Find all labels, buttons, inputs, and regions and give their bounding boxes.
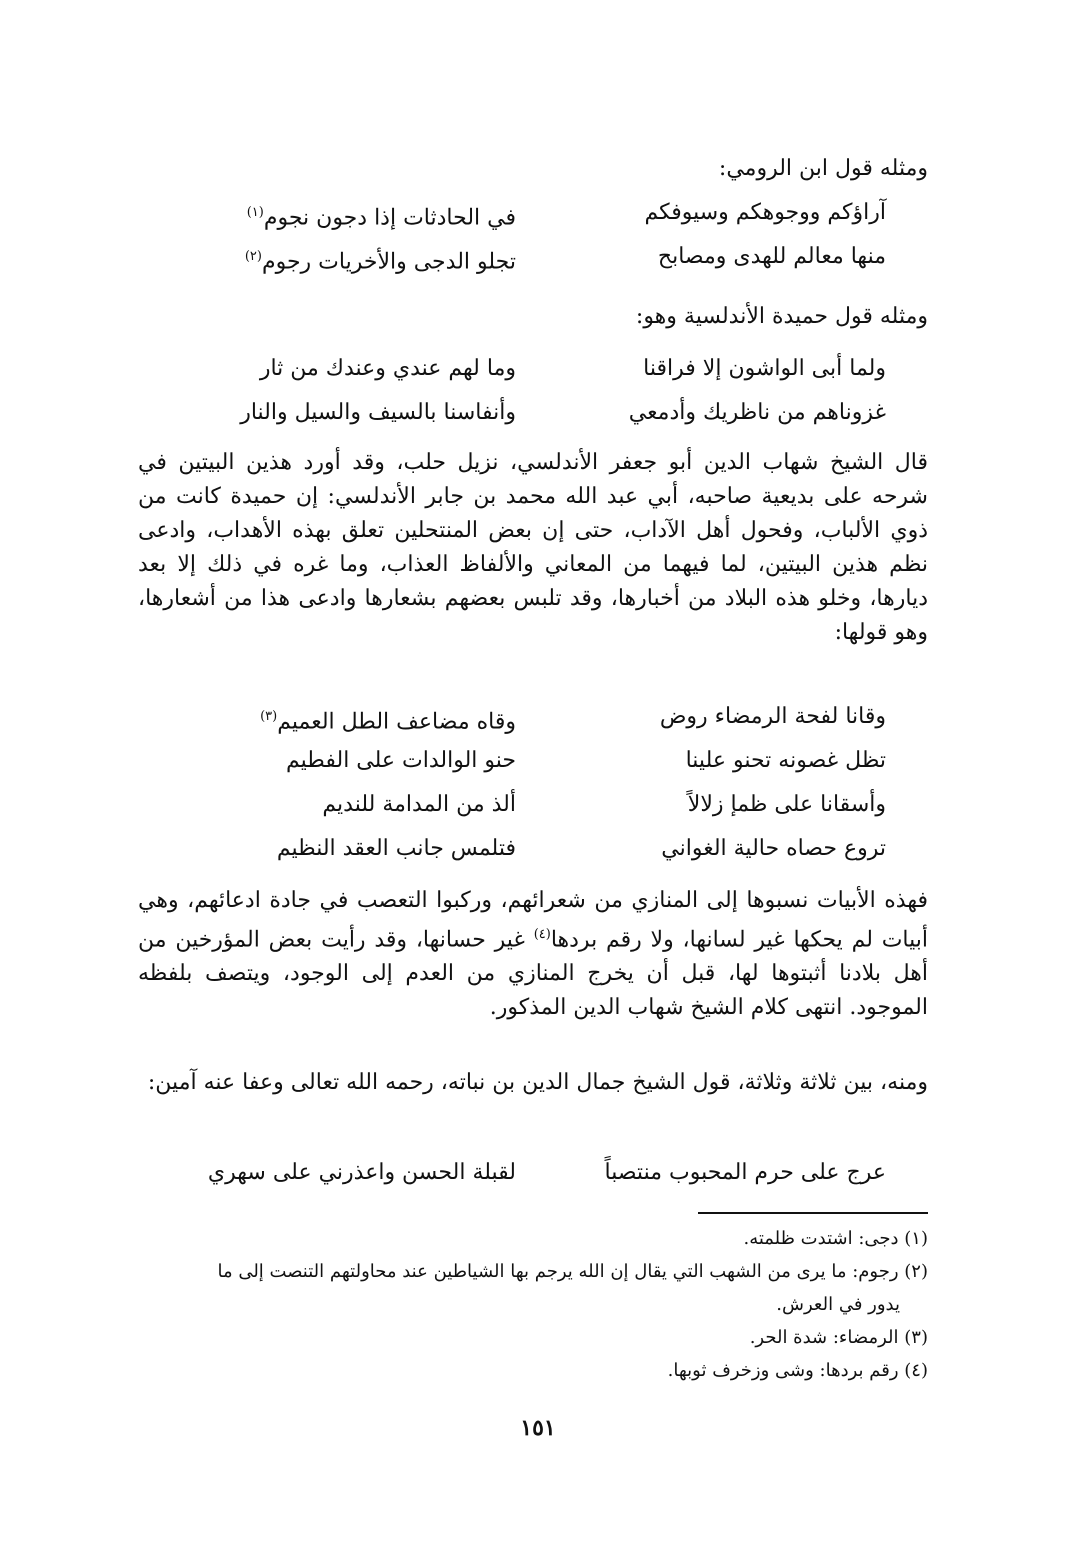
verses-ibn-nubata bbox=[186, 1156, 886, 1200]
footnote-2: (٢) رجوم: ما يرى من الشهب التي يقال إن الله يرجم بها الشياطين عند محاولتهم التنصت إلى ما bbox=[217, 1261, 928, 1282]
verse-first-hemistich: عرج على حرم المحبوب منتصباً bbox=[604, 1160, 886, 1185]
verse-second-hemistich: وأنفاسنا بالسيف والسيل والنار bbox=[240, 400, 516, 425]
footnote-divider bbox=[698, 1212, 928, 1214]
verse-line bbox=[186, 396, 886, 440]
verse-line bbox=[186, 744, 886, 788]
verse-first-hemistich: آراؤكم ووجوهكم وسيوفكم bbox=[644, 200, 886, 225]
verse-first-hemistich: تظل غصونه تحنو علينا bbox=[685, 748, 886, 773]
verses-rawd bbox=[186, 700, 886, 876]
paragraph-shihab-aldin: قال الشيخ شهاب الدين أبو جعفر الأندلسي، نزيل حلب، وقد أورد هذين البيتين في شرحه على بديعية صاحبه، أبي عبد الله محمد بن جابر الأندلسي: إن حميدة كانت من ذوي الألباب، وفحول أهل الآداب، حتى إن بعض المنتحلين تعلق بهذه الأهداب، وادعى نظم هذين البيتين، لما فيهما من المعاني والألفاظ العذاب، وما غره في ذلك إلا بعد ديارها، وخلو هذه البلاد من أخبارها، وقد تلبس بعضهم بشعارها وادعى هذا من أشعارها، وهو قولها: bbox=[138, 450, 928, 645]
footnote-ref: (١) bbox=[246, 205, 264, 220]
verses-hamida bbox=[186, 352, 886, 440]
verse-second-hemistich: لقبلة الحسن واعذرني على سهري bbox=[207, 1160, 516, 1185]
verses-ibn-alrumi bbox=[186, 196, 886, 284]
page-number: ١٥١ bbox=[520, 1415, 556, 1441]
paragraph-ibn-nubata: ومنه، بين ثلاثة وثلاثة، قول الشيخ جمال الدين بن نباته، رحمه الله تعالى وعفا عنه آمين: bbox=[147, 1070, 928, 1095]
footnote-ref: (٤) bbox=[533, 927, 551, 942]
verse-line bbox=[186, 352, 886, 396]
verse-line bbox=[186, 240, 886, 284]
footnote-3: (٣) الرمضاء: شدة الحر. bbox=[749, 1327, 928, 1348]
verse-first-hemistich: ولما أبى الواشون إلا فراقنا bbox=[643, 356, 886, 381]
intro-ibn-alrumi: ومثله قول ابن الرومي: bbox=[718, 156, 928, 181]
footnote-4: (٤) رقم بردها: وشى وزخرف ثوبها. bbox=[667, 1360, 928, 1381]
verse-line bbox=[186, 196, 886, 240]
intro-hamida: ومثله قول حميدة الأندلسية وهو: bbox=[635, 304, 928, 329]
verse-second-hemistich: تجلو الدجى والأخريات رجوم$^{(٢)}$ bbox=[244, 249, 516, 275]
verse-line bbox=[186, 788, 886, 832]
verse-first-hemistich: غزوناهم من ناظريك وأدمعي bbox=[628, 400, 886, 425]
verse-second-hemistich: وقاه مضاعف الطل العميم$^{(٣)}$ bbox=[260, 709, 516, 735]
paragraph-manazi: فهذه الأبيات نسبوها إلى المنازي من شعرائهم، وركبوا التعصب في جادة ادعائهم، وهي أبيات لم يحكها غير لسانها، ولا رقم بردها$^{(٤)}$ غير حسانها، وقد رأيت بعض المؤرخين من أهل بلادنا أثبتوها لها، قبل أن يخرج المنازي من العدم إلى الوجود، ويتصف بلفظه الموجود. انتهى كلام الشيخ شهاب الدين المذكور. bbox=[138, 888, 928, 1021]
verse-first-hemistich: وقانا لفحة الرمضاء روض bbox=[659, 704, 886, 729]
footnote-1: (١) دجى: اشتدت ظلمته. bbox=[743, 1228, 928, 1249]
verse-line bbox=[186, 832, 886, 876]
footnote-ref: (٢) bbox=[244, 249, 262, 264]
verse-second-hemistich: حنو الوالدات على الفطيم bbox=[286, 748, 516, 773]
footnote-ref: (٣) bbox=[260, 709, 278, 724]
verse-line bbox=[186, 1156, 886, 1200]
verse-first-hemistich: تروع حصاه حالية الغواني bbox=[661, 836, 886, 861]
footnotes bbox=[128, 1222, 928, 1387]
verse-first-hemistich: وأسقانا على ظمإ زلالاً bbox=[687, 792, 886, 817]
verse-second-hemistich: فتلمس جانب العقد النظيم bbox=[276, 836, 516, 861]
verse-second-hemistich: وما لهم عندي وعندك من ثار bbox=[259, 356, 516, 381]
verse-first-hemistich: منها معالم للهدى ومصابح bbox=[657, 244, 886, 269]
verse-second-hemistich: ألذ من المدامة للنديم bbox=[322, 792, 516, 817]
verse-line bbox=[186, 700, 886, 744]
verse-second-hemistich: في الحادثات إذا دجون نجوم$^{(١)}$ bbox=[246, 205, 516, 231]
footnote-2-continued: يدور في العرش. bbox=[776, 1294, 900, 1315]
